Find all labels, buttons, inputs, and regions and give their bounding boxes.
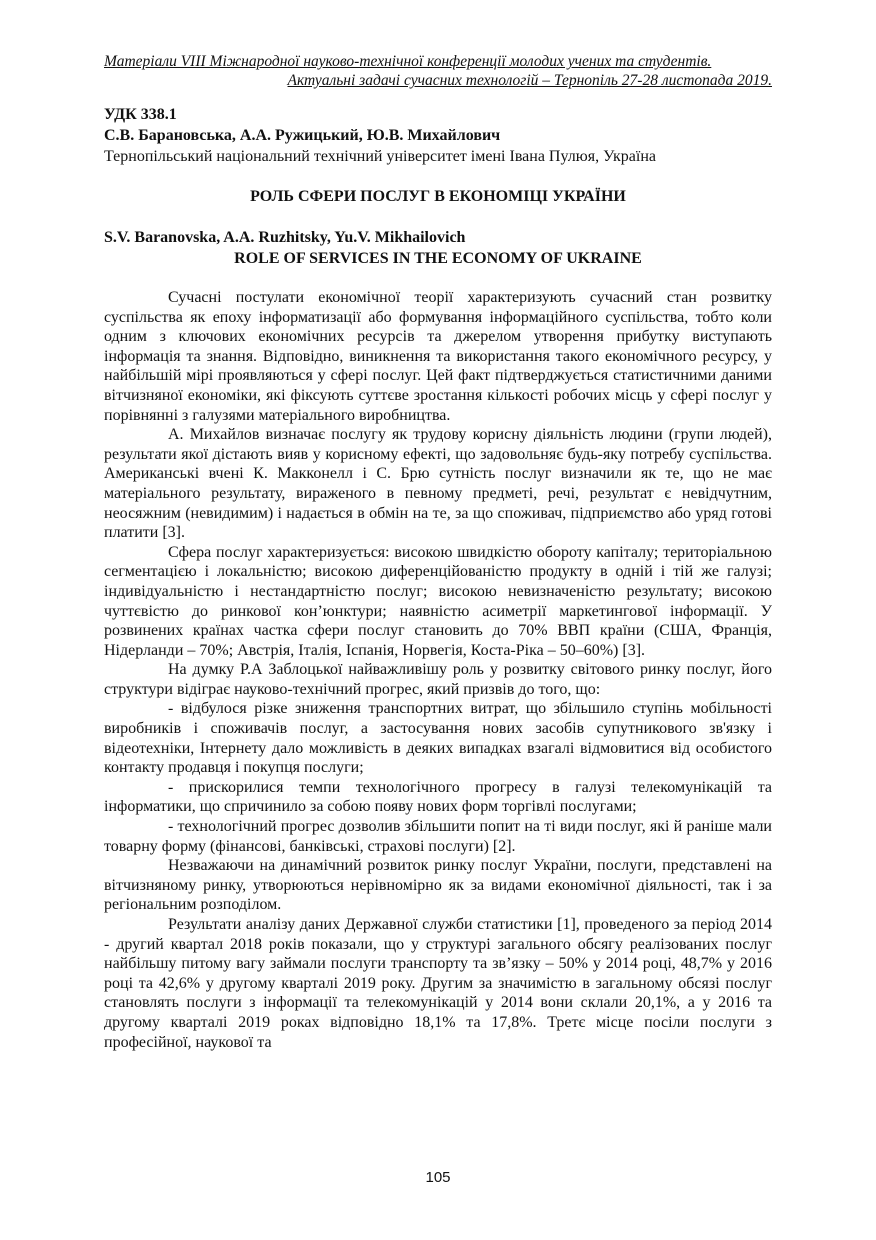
list-item: - технологічний прогрес дозволив збільшити попит на ті види послуг, які й раніше мали товарну форму (фінансові, банківські, страхові послуги) [2]. bbox=[104, 818, 772, 855]
title-english: ROLE OF SERVICES IN THE ECONOMY OF UKRAINE bbox=[234, 250, 642, 267]
title-ukrainian: РОЛЬ СФЕРИ ПОСЛУГ В ЕКОНОМІЦІ УКРАЇНИ bbox=[250, 188, 626, 205]
authors-english: S.V. Baranovska, A.A. Ruzhitsky, Yu.V. Mikhailovich bbox=[104, 229, 466, 246]
paragraph: Результати аналізу даних Державної служби статистики [1], проведеного за період 2014 - другий квартал 2018 років показали, що у структурі загального обсягу реалізованих послуг найбільшу питому вагу займали послуги транспорту та зв’язку – 50% у 2014 році, 48,7% у 2016 році та 42,6% у другому кварталі 2019 року. Другим за значимістю в загальному обсязі послуг становлять послуги з інформації та телекомунікацій у 2014 вони склали 20,1%, а у 2016 та другому кварталі 2019 роках відповідно 18,1% та 17,8%. Третє місце посіли послуги з професійної, наукової та bbox=[104, 916, 772, 1051]
page-number: 105 bbox=[425, 1169, 451, 1186]
running-header bbox=[104, 52, 772, 90]
paragraph: А. Михайлов визначає послугу як трудову корисну діяльність людини (групи людей), результати якої дістають вияв у корисному ефекті, що задовольняє будь-яку потребу суспільства. Американські вчені К. Макконелл і С. Брю сутність послуг визначили як те, що не має матеріального результату, вираженого в певному предметі, речі, результат є невідчутним, неосяжним (невидимим) і надається в обмін на те, за що споживач, підприємство або уряд готові платити [3]. bbox=[104, 426, 772, 542]
paragraph: На думку Р.А Заблоцької найважливішу роль у розвитку світового ринку послуг, його структури відіграє науково-технічний прогрес, який призвів до того, що: bbox=[104, 661, 772, 698]
udk-code: УДК 338.1 bbox=[104, 106, 177, 123]
paragraph: Сучасні постулати економічної теорії характеризують сучасний стан розвитку суспільства як епоху інформатизації або формування інформаційного суспільства, тобто коли одним з ключових економічних ресурсів та джерелом утворення прибутку виступають інформація та знання. Відповідно, виникнення та використання такого економічного ресурсу, у найбільшій мірі проявляються у сфері послуг. Цей факт підтверджується статистичними даними вітчизняної економіки, які фіксують суттєве зростання кількості робочих місць у сфері послуг у порівнянні з галузями матеріального виробництва. bbox=[104, 289, 772, 424]
list-item: - відбулося різке зниження транспортних витрат, що збільшило ступінь мобільності виробників і споживачів послуг, а застосування нових засобів супутникового зв'язку і відеотехніки, Інтернету дало можливість в деяких випадках взагалі відмовитися від особистого контакту продавця і покупця послуги; bbox=[104, 700, 772, 777]
list-item: - прискорилися темпи технологічного прогресу в галузі телекомунікацій та інформатики, що спричинило за собою появу нових форм торгівлі послугами; bbox=[104, 778, 772, 816]
authors-ukrainian: С.В. Барановська, А.А. Ружицький, Ю.В. Михайлович bbox=[104, 127, 501, 144]
header-line-2: Актуальні задачі сучасних технологій – Тернопіль 27-28 листопада 2019. bbox=[287, 72, 772, 89]
affiliation: Тернопільський національний технічний університет імені Івана Пулюя, Україна bbox=[104, 148, 656, 165]
header-line-1: Матеріали VIII Міжнародної науково-технічної конференції молодих учених та студентів. bbox=[104, 53, 712, 70]
paragraph: Незважаючи на динамічний розвиток ринку послуг України, послуги, представлені на вітчизняному ринку, утворюються нерівномірно як за видами економічної діяльності, так і за регіональним розподілом. bbox=[104, 857, 772, 914]
article-body bbox=[104, 288, 772, 1052]
paragraph: Сфера послуг характеризується: високою швидкістю обороту капіталу; територіальною сегментацією і локальністю; високою диференційованістю продукту в одній і тій же галузі; індивідуальністю і нестандартністю послуг; високою невизначеністю результату; високою чуттєвістю до ринкової кон’юнктури; наявністю асиметрії маркетингової інформації. У розвинених країнах частка сфери послуг становить до 70% ВВП країни (США, Франція, Нідерланди – 70%; Австрія, Італія, Іспанія, Норвегія, Коста-Ріка – 50–60%) [3]. bbox=[104, 543, 772, 659]
